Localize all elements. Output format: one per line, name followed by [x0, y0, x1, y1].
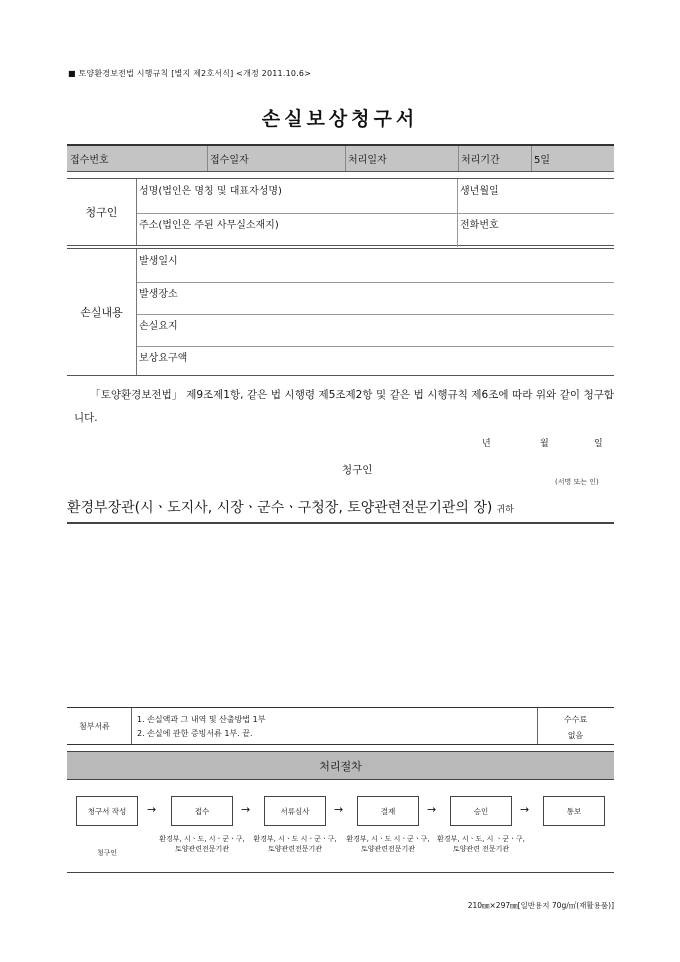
divider	[67, 522, 614, 524]
attachments-label: 첨부서류	[79, 722, 110, 731]
attachments-table	[67, 707, 614, 745]
reception-bar	[67, 144, 614, 172]
step-box	[543, 796, 605, 826]
address-field-label: 주소(법인은 주된 사무실소재지)	[139, 220, 279, 231]
arrow-icon: →	[241, 803, 251, 816]
step-actor: 환경부, 시ㆍ도 시ㆍ군ㆍ구, 토양관련전문기관	[253, 835, 337, 853]
arrow-icon: →	[520, 803, 530, 816]
loss-row-label: 발생일시	[139, 256, 178, 267]
recipient-text: 환경부장관(시ㆍ도지사, 시장ㆍ군수ㆍ구청장, 토양관련전문기관의 장)	[67, 500, 493, 516]
process-period-label: 처리기간	[461, 155, 500, 166]
loss-row-label: 발생장소	[139, 289, 178, 300]
sign-note: (서명 또는 인)	[555, 478, 599, 486]
step-actor: 환경부, 시ㆍ도 시ㆍ군ㆍ구, 토양관련전문기관	[346, 835, 430, 853]
step-box	[450, 796, 512, 826]
arrow-icon: →	[334, 803, 344, 816]
step-label: 결재	[380, 806, 396, 816]
claimant-section	[67, 178, 614, 246]
step-actor: 환경부, 시ㆍ도, 시ㆍ군ㆍ구, 토양관련전문기관	[159, 835, 245, 853]
procedure-title-text: 처리절차	[319, 759, 362, 773]
step-label: 청구서 작성	[87, 806, 127, 816]
arrow-icon: →	[147, 803, 157, 816]
form-reference: ■ 토양환경보전법 시행규칙 [별지 제2호서식] <개정 2011.10.6>	[68, 69, 312, 78]
loss-row-label: 손실요지	[139, 321, 178, 332]
loss-section	[67, 248, 614, 376]
fee-label: 수수료	[563, 715, 588, 724]
fee-value: 없음	[567, 731, 584, 740]
birth-field-label: 생년월일	[460, 186, 499, 197]
procedure-title	[67, 751, 614, 780]
loss-row	[137, 346, 614, 377]
page-title: 손실보상청구서	[261, 108, 419, 130]
loss-row	[137, 249, 614, 283]
attachment-item: 1. 손실액과 그 내역 및 산출방법 1부	[137, 715, 266, 724]
loss-row-label: 보상요구액	[139, 353, 188, 364]
step-label: 접수	[194, 806, 210, 816]
statement-text: 「토양환경보전법」 제9조제1항, 같은 법 시행령 제5조제2항 및 같은 법 시행규칙 제6조에 따라 위와 같이 청구합니다.	[74, 389, 614, 424]
phone-field-label: 전화번호	[460, 220, 499, 231]
step-box	[264, 796, 326, 826]
arrow-icon: →	[427, 803, 437, 816]
statement	[74, 384, 614, 430]
step-label: 서류심사	[280, 806, 310, 816]
receipt-date-label: 접수일자	[210, 155, 249, 166]
name-field-label: 성명(법인은 명칭 및 대표자성명)	[139, 186, 282, 197]
recipient	[67, 497, 514, 517]
paper-spec: 210㎜×297㎜[일반용지 70g/㎡(재활용품)]	[467, 901, 614, 910]
step-box	[76, 796, 138, 826]
attachment-item: 2. 손실에 관한 증빙서류 1부. 끝.	[137, 729, 253, 738]
loss-section-label: 손실내용	[80, 306, 123, 319]
step-label: 승인	[473, 806, 489, 816]
claimant-row-2	[137, 213, 614, 247]
process-date-label: 처리일자	[348, 155, 387, 166]
claimant-section-label: 청구인	[85, 206, 118, 219]
loss-row	[137, 314, 614, 347]
date-day: 일	[594, 439, 603, 449]
loss-row	[137, 282, 614, 315]
applicant-label: 청구인	[342, 464, 373, 476]
date-month: 월	[540, 439, 549, 449]
date-year: 년	[482, 439, 491, 449]
step-box	[171, 796, 233, 826]
receipt-no-label: 접수번호	[70, 155, 109, 166]
step-actor: 환경부, 시ㆍ도, 시 ㆍ군ㆍ구, 토양관련 전문기관	[437, 835, 525, 853]
divider	[67, 872, 614, 873]
recipient-suffix: 귀하	[496, 505, 514, 515]
step-box	[357, 796, 419, 826]
process-period-value: 5일	[534, 155, 551, 166]
claimant-row-1	[137, 179, 614, 214]
step-actor: 청구인	[96, 849, 118, 857]
step-label: 통보	[566, 806, 582, 816]
